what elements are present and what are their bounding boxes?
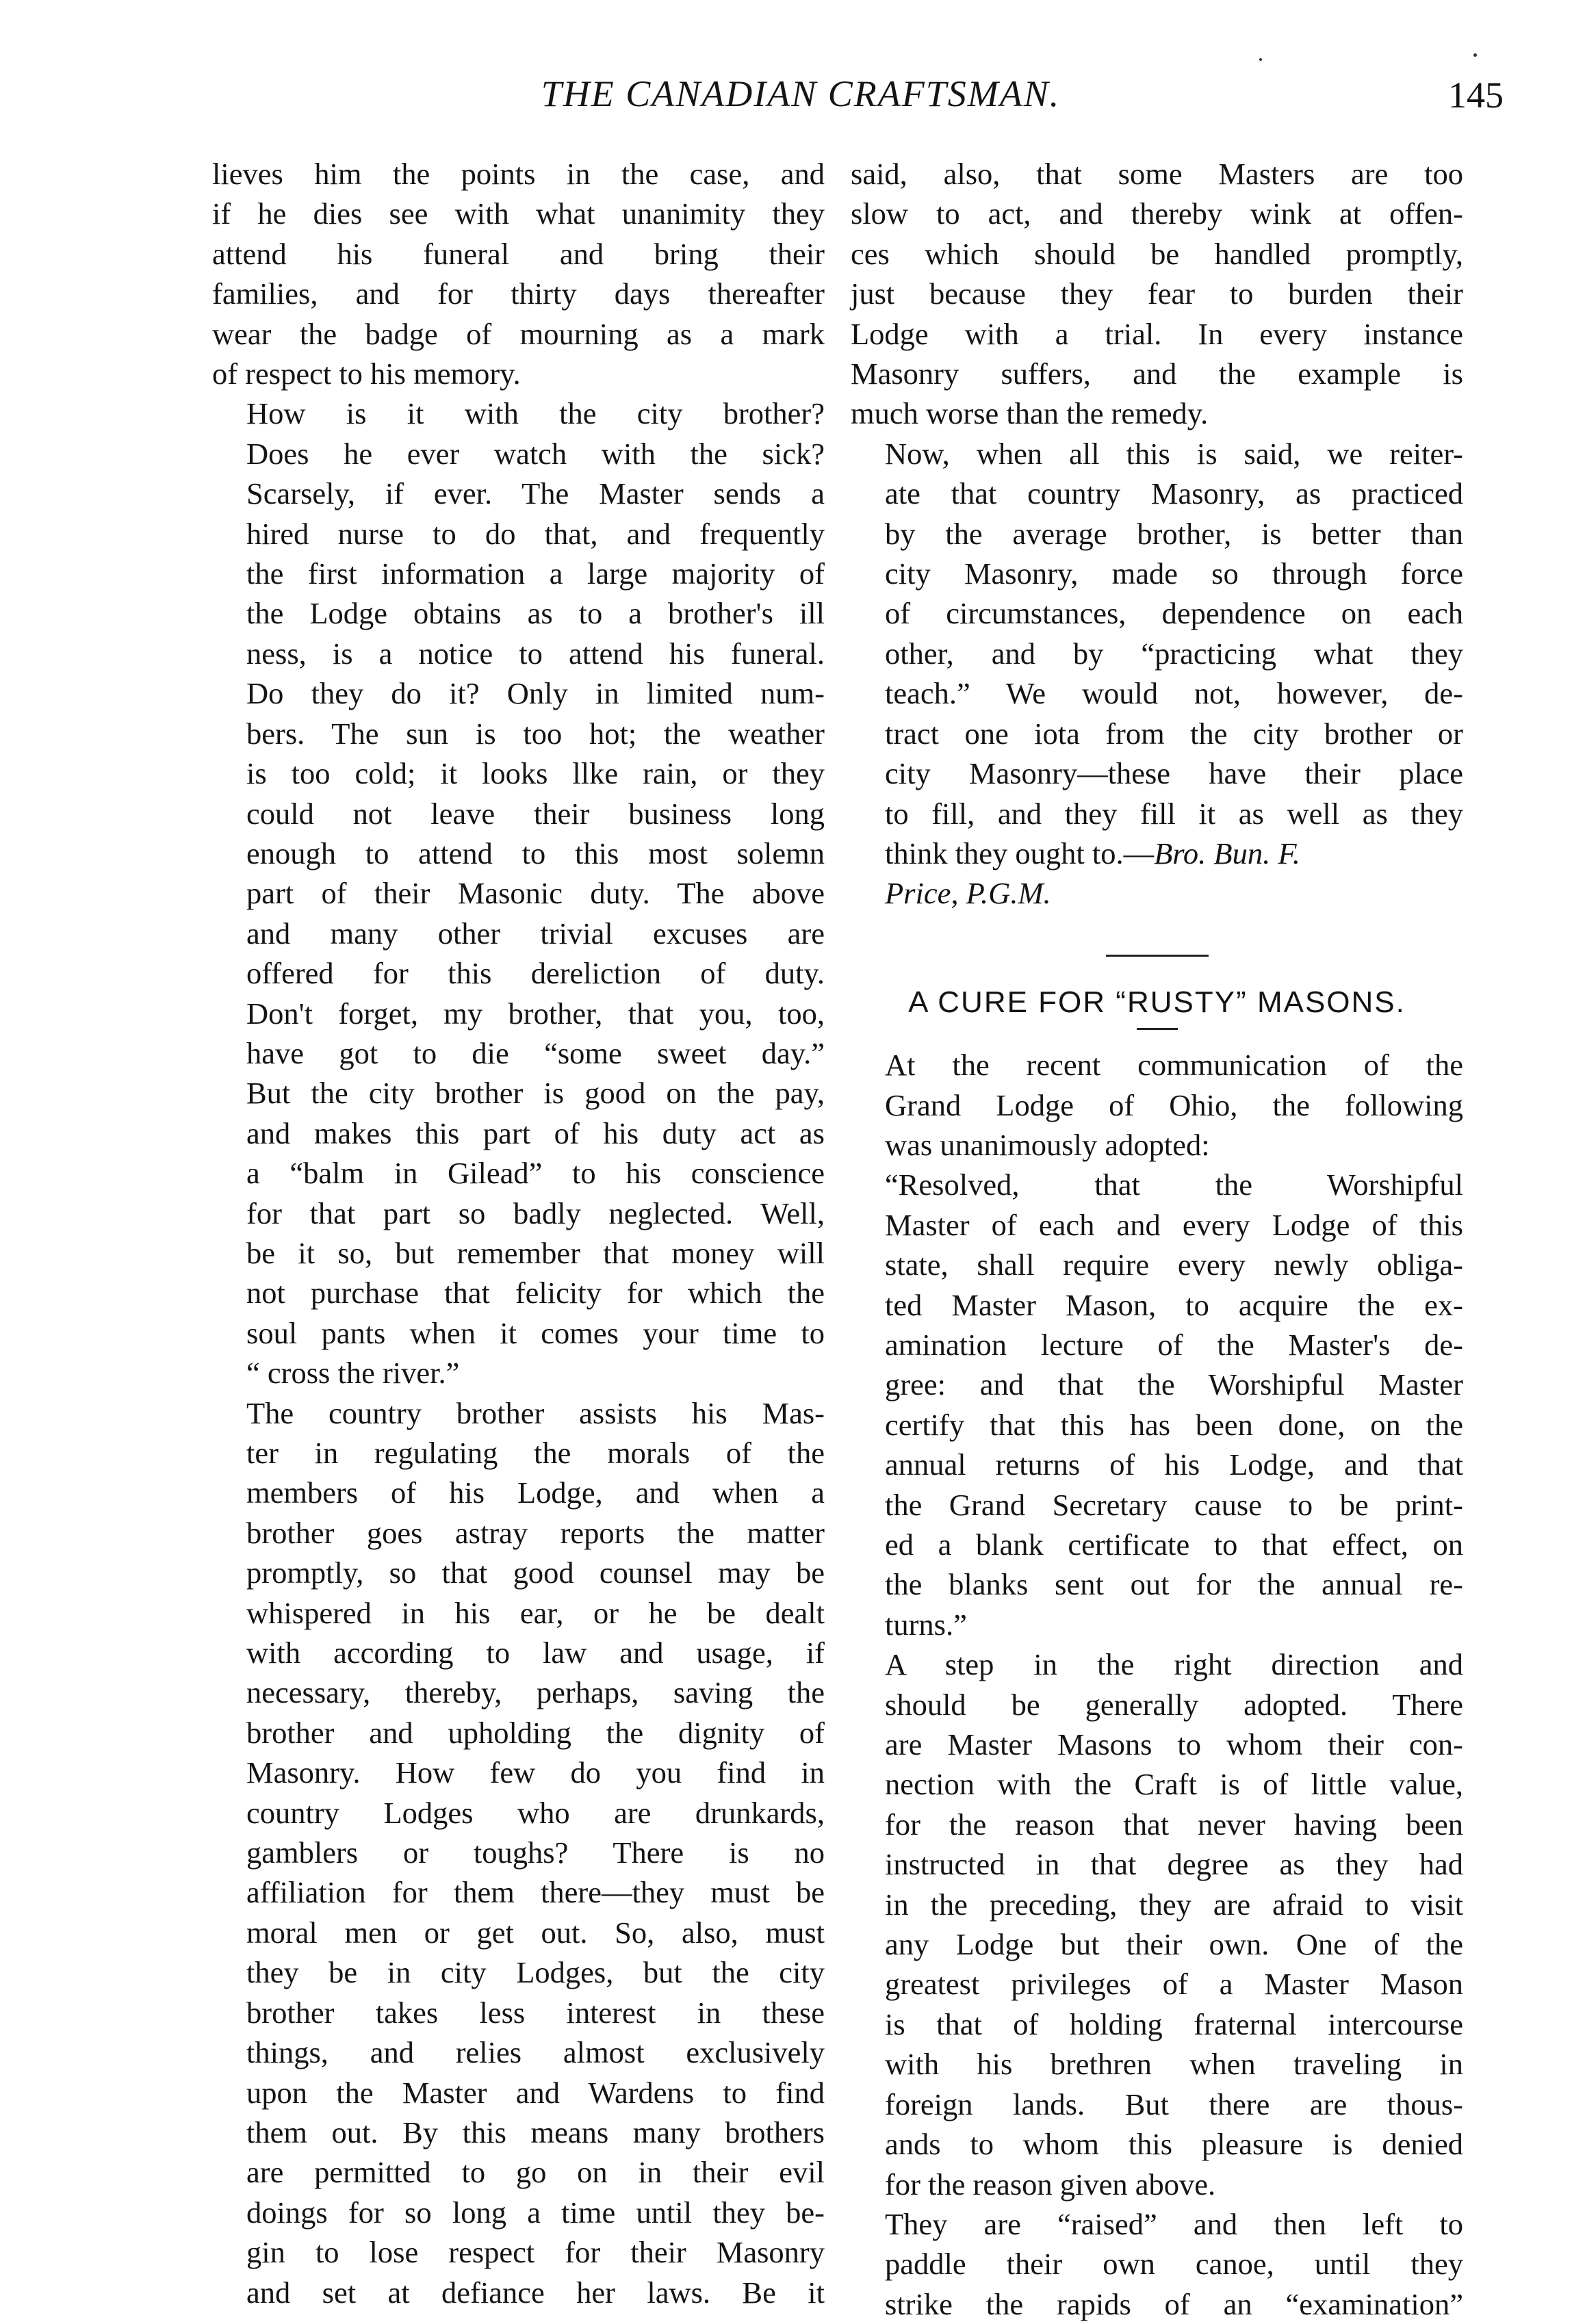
paragraph-line: gin to lose respect for their Masonry: [246, 2235, 825, 2270]
paragraph: [851, 1165, 1463, 1644]
paragraph-line: the Grand Secretary cause to be print-: [885, 1487, 1463, 1522]
paragraph-line: is too cold; it looks llke rain, or they: [246, 756, 825, 791]
paragraph-line: have got to die “some sweet day.”: [246, 1035, 825, 1070]
paragraph-line: the first information a large majority of: [246, 556, 825, 591]
paragraph-line: be it so, but remember that money will: [246, 1235, 825, 1270]
paragraph-line: the Lodge obtains as to a brother's ill: [246, 596, 825, 631]
paragraph-line: attend his funeral and bring their: [212, 236, 825, 271]
paragraph-line: gree: and that the Worshipful Master: [885, 1367, 1463, 1402]
paragraph-line: necessary, thereby, perhaps, saving the: [246, 1675, 825, 1710]
paragraph-line: Scarsely, if ever. The Master sends a: [246, 476, 825, 511]
paragraph-line: Master of each and every Lodge of this: [885, 1207, 1463, 1242]
paragraph-line: They are “raised” and then left to: [885, 2206, 1463, 2241]
paragraph-line: by the average brother, is better than: [885, 516, 1463, 551]
paragraph-line: other, and by “practicing what they: [885, 636, 1463, 671]
paragraph: [212, 154, 825, 393]
left-column: [212, 154, 825, 2312]
paragraph-line: “ cross the river.”: [246, 1356, 460, 1391]
paragraph-line: could not leave their business long: [246, 796, 825, 831]
paragraph-line: to fill, and they fill it as well as they: [885, 796, 1463, 831]
paragraph-line: of respect to his memory.: [212, 357, 521, 391]
paragraph-line: are Master Masons to whom their con-: [885, 1727, 1463, 1762]
paragraph-line: strike the rapids of an “examination”: [885, 2286, 1463, 2321]
page-header-title: THE CANADIAN CRAFTSMAN.: [541, 73, 1061, 114]
paragraph-line: slow to act, and thereby wink at offen-: [851, 196, 1463, 231]
page-number: 145: [1448, 75, 1504, 116]
paragraph-line: Don't forget, my brother, that you, too,: [246, 996, 825, 1031]
paragraph-line: for the reason given above.: [885, 2167, 1216, 2202]
paragraph-line: Masonry. How few do you find in: [246, 1755, 825, 1790]
paragraph-line: ate that country Masonry, as practiced: [885, 476, 1463, 511]
paragraph-line: not purchase that felicity for which the: [246, 1276, 825, 1311]
heading-underline: [1137, 1028, 1178, 1030]
paragraph-line: things, and relies almost exclusively: [246, 2035, 825, 2070]
paragraph-line: if he dies see with what unanimity they: [212, 196, 825, 231]
paragraph-line: How is it with the city brother?: [246, 396, 825, 431]
paragraph-line: The country brother assists his Mas-: [246, 1395, 825, 1430]
paragraph-line: soul pants when it comes your time to: [246, 1315, 825, 1350]
paragraph-line: gamblers or toughs? There is no: [246, 1835, 825, 1870]
paragraph-line: city Masonry, made so through force: [885, 556, 1463, 591]
paragraph-line: teach.” We would not, however, de-: [885, 676, 1463, 711]
paragraph-line: Do they do it? Only in limited num-: [246, 676, 825, 711]
paragraph-line: turns.”: [885, 1607, 967, 1642]
paragraph-line: A step in the right direction and: [885, 1647, 1463, 1682]
paragraph-lines: [851, 434, 1463, 834]
paragraph-line: Now, when all this is said, we reiter-: [885, 436, 1463, 471]
paragraph-line: promptly, so that good counsel may be: [246, 1555, 825, 1590]
paragraph: [851, 1045, 1463, 1165]
paragraph: [851, 434, 1463, 914]
paragraph-line: with according to law and usage, if: [246, 1636, 825, 1670]
paragraph-line: are permitted to go on in their evil: [246, 2155, 825, 2190]
paragraph-line: should be generally adopted. There: [885, 1687, 1463, 1722]
paragraph-line: tract one iota from the city brother or: [885, 716, 1463, 751]
paragraph-line: in the preceding, they are afraid to visit: [885, 1887, 1463, 1922]
author-signature: Bro. Bun. F.: [1154, 836, 1300, 870]
paragraph-line: bers. The sun is too hot; the weather: [246, 716, 825, 751]
paragraph-line: and makes this part of his duty act as: [246, 1115, 825, 1150]
paragraph-line: [851, 834, 1463, 873]
paragraph-line: of circumstances, dependence on each: [885, 596, 1463, 631]
paragraph-line: just because they fear to burden their: [851, 276, 1463, 311]
paragraph-line: and many other trivial excuses are: [246, 916, 825, 951]
paragraph-line: brother takes less interest in these: [246, 1995, 825, 2030]
paragraph-line: ed a blank certificate to that effect, on: [885, 1527, 1463, 1562]
section-divider: [1106, 955, 1209, 957]
paragraph-line: ces which should be handled promptly,: [851, 236, 1463, 271]
paragraph-line: Lodge with a trial. In every instance: [851, 316, 1463, 351]
paragraph-line: At the recent communication of the: [885, 1048, 1463, 1083]
paragraph-line: the blanks sent out for the annual re-: [885, 1567, 1463, 1602]
paragraph-line: certify that this has been done, on the: [885, 1407, 1463, 1442]
paragraph-line: Grand Lodge of Ohio, the following: [885, 1087, 1463, 1122]
closing-text: think they ought to.—: [885, 836, 1155, 870]
print-speck: [1473, 53, 1477, 57]
paragraph: [851, 1644, 1463, 2204]
paragraph-line: a “balm in Gilead” to his conscience: [246, 1156, 825, 1191]
paragraph-line: state, shall require every newly obliga-: [885, 1248, 1463, 1282]
paragraph-line: moral men or get out. So, also, must: [246, 1915, 825, 1950]
paragraph-line: much worse than the remedy.: [851, 396, 1209, 431]
paragraph-line: lieves him the points in the case, and: [212, 157, 825, 191]
paragraph-line: and set at defiance her laws. Be it: [246, 2275, 825, 2310]
paragraph-line: for the reason that never having been: [885, 1807, 1463, 1842]
paragraph-line: amination lecture of the Master's de-: [885, 1327, 1463, 1362]
paragraph-line: instructed in that degree as they had: [885, 1847, 1463, 1882]
paragraph-line: with his brethren when traveling in: [885, 2047, 1463, 2082]
paragraph-line: was unanimously adopted:: [885, 1127, 1210, 1162]
paragraph-line: city Masonry—these have their place: [885, 756, 1463, 791]
paragraph-line: nection with the Craft is of little value,: [885, 1767, 1463, 1802]
paragraph: [851, 2204, 1463, 2324]
paragraph-line: for that part so badly neglected. Well,: [246, 1196, 825, 1230]
paragraph-line: doings for so long a time until they be-: [246, 2195, 825, 2230]
paragraph: [851, 154, 1463, 434]
paragraph-line: ted Master Mason, to acquire the ex-: [885, 1287, 1463, 1322]
paragraph-line: country Lodges who are drunkards,: [246, 1795, 825, 1830]
paragraph-line: brother goes astray reports the matter: [246, 1515, 825, 1550]
paragraph-line: is that of holding fraternal intercourse: [885, 2006, 1463, 2041]
section-heading: A CURE FOR “RUSTY” MASONS.: [908, 985, 1406, 1019]
author-signature-line: Price, P.G.M.: [885, 876, 1051, 911]
paragraph-line: brother and upholding the dignity of: [246, 1715, 825, 1750]
paragraph-line: them out. By this means many brothers: [246, 2115, 825, 2149]
paragraph-line: any Lodge but their own. One of the: [885, 1927, 1463, 1962]
paragraph-line: upon the Master and Wardens to find: [246, 2075, 825, 2110]
paragraph-line: said, also, that some Masters are too: [851, 157, 1463, 191]
paragraph-line: annual returns of his Lodge, and that: [885, 1447, 1463, 1482]
paragraph-line: whispered in his ear, or he be dealt: [246, 1595, 825, 1630]
paragraph-line: ness, is a notice to attend his funeral.: [246, 636, 825, 671]
paragraph-line: But the city brother is good on the pay,: [246, 1076, 825, 1111]
paragraph-line: Masonry suffers, and the example is: [851, 357, 1463, 391]
paragraph-line: members of his Lodge, and when a: [246, 1475, 825, 1510]
paragraph-line: part of their Masonic duty. The above: [246, 876, 825, 911]
paragraph-line: Does he ever watch with the sick?: [246, 436, 825, 471]
paragraph-line: hired nurse to do that, and frequently: [246, 516, 825, 551]
paragraph: [212, 393, 825, 1393]
paragraph-line: ter in regulating the morals of the: [246, 1436, 825, 1470]
paragraph-line: ands to whom this pleasure is denied: [885, 2127, 1463, 2162]
paragraph-line: wear the badge of mourning as a mark: [212, 316, 825, 351]
paragraph-line: “Resolved, that the Worshipful: [885, 1167, 1463, 1202]
paragraph-line: affiliation for them there—they must be: [246, 1875, 825, 1910]
paragraph-line: foreign lands. But there are thous-: [885, 2087, 1463, 2121]
paragraph-line: greatest privileges of a Master Mason: [885, 1967, 1463, 2002]
paragraph-line: paddle their own canoe, until they: [885, 2247, 1463, 2282]
print-speck: [1259, 58, 1262, 61]
right-column: [851, 154, 1463, 2324]
paragraph-line: enough to attend to this most solemn: [246, 836, 825, 870]
paragraph-line: offered for this dereliction of duty.: [246, 956, 825, 991]
paragraph-line: families, and for thirty days thereafter: [212, 276, 825, 311]
paragraph-line: they be in city Lodges, but the city: [246, 1955, 825, 1990]
paragraph: [212, 1393, 825, 2312]
